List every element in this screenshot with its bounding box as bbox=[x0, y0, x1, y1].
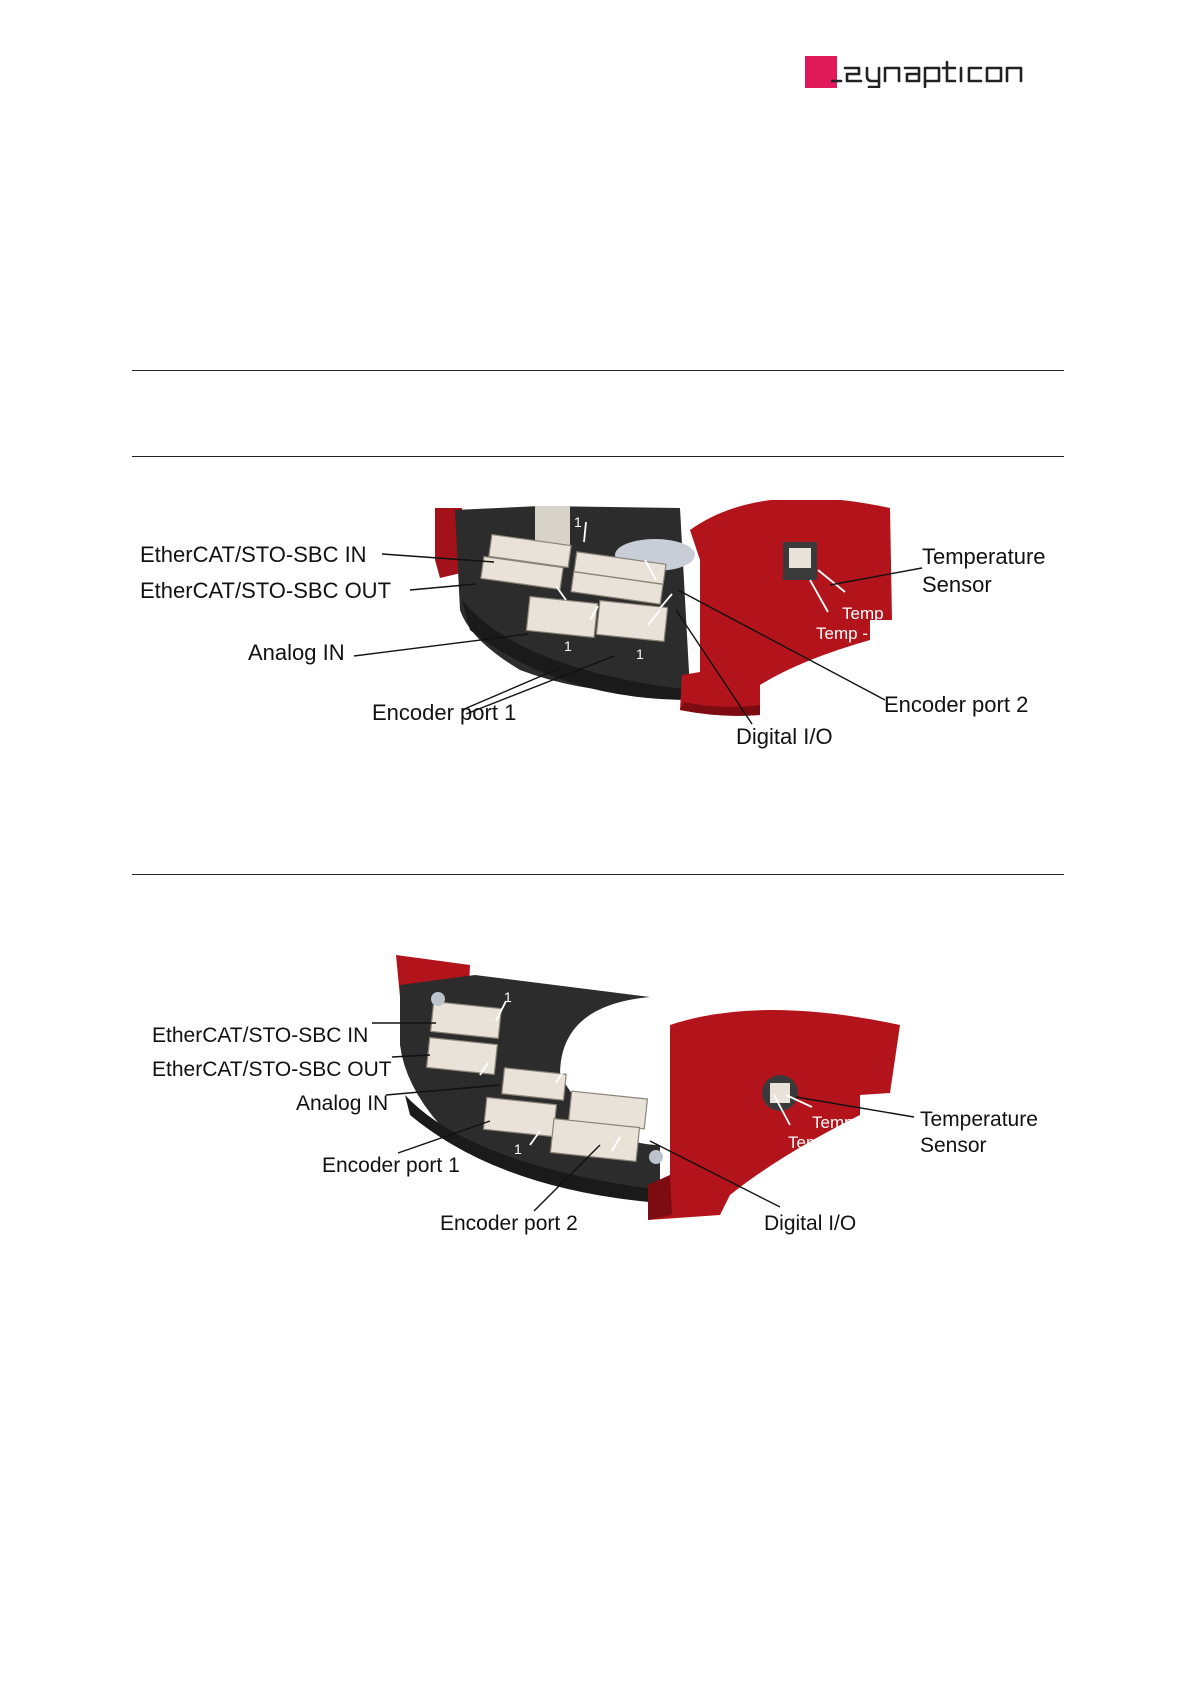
label-digital-io: Digital I/O bbox=[736, 724, 833, 749]
section-rule-3 bbox=[132, 874, 1064, 875]
pin-marker-2: 1 bbox=[564, 638, 572, 654]
label-ethercat-in-2: EtherCAT/STO-SBC IN bbox=[152, 1024, 369, 1047]
synapticon-logo bbox=[805, 54, 1069, 88]
pin-marker-2a: 1 bbox=[504, 989, 512, 1005]
label-temperature-sensor-line1: Temperature bbox=[922, 544, 1046, 569]
pin-marker-3: 1 bbox=[636, 646, 644, 662]
connector-diagram-bottom bbox=[0, 945, 1190, 1245]
pin-marker-2b: 1 bbox=[566, 1053, 574, 1069]
label-digital-io-2: Digital I/O bbox=[764, 1212, 857, 1235]
label-ethercat-out-2: EtherCAT/STO-SBC OUT bbox=[152, 1058, 392, 1081]
connector-diagram-top bbox=[0, 500, 1190, 770]
label-ethercat-out: EtherCAT/STO-SBC OUT bbox=[140, 578, 392, 603]
connector-illustration-2 bbox=[0, 945, 1190, 1245]
label-temperature-sensor-2-line2: Sensor bbox=[920, 1134, 987, 1157]
pin-marker-1: 1 bbox=[574, 514, 582, 530]
label-temp-plus-2: Temp + bbox=[812, 1113, 869, 1132]
label-encoder-port-1: Encoder port 1 bbox=[372, 700, 517, 725]
label-encoder-port-1-2: Encoder port 1 bbox=[322, 1154, 460, 1177]
label-temperature-sensor-line2: Sensor bbox=[922, 572, 992, 597]
label-temp-minus-2: Temp - bbox=[788, 1133, 840, 1152]
label-encoder-port-2-2: Encoder port 2 bbox=[440, 1212, 578, 1235]
pin-marker-2c: 1 bbox=[514, 1141, 522, 1157]
connector-illustration-1 bbox=[0, 500, 1190, 770]
label-temp-minus: Temp - bbox=[816, 624, 868, 643]
section-rule-2 bbox=[132, 456, 1064, 457]
label-temp-plus: Temp bbox=[842, 604, 884, 623]
section-rule-1 bbox=[132, 370, 1064, 371]
label-temperature-sensor-2-line1: Temperature bbox=[920, 1108, 1038, 1131]
label-ethercat-in: EtherCAT/STO-SBC IN bbox=[140, 542, 367, 567]
label-encoder-port-2: Encoder port 2 bbox=[884, 692, 1029, 717]
label-analog-in: Analog IN bbox=[248, 640, 345, 665]
logo-wordmark bbox=[831, 54, 1071, 88]
label-analog-in-2: Analog IN bbox=[296, 1092, 389, 1115]
